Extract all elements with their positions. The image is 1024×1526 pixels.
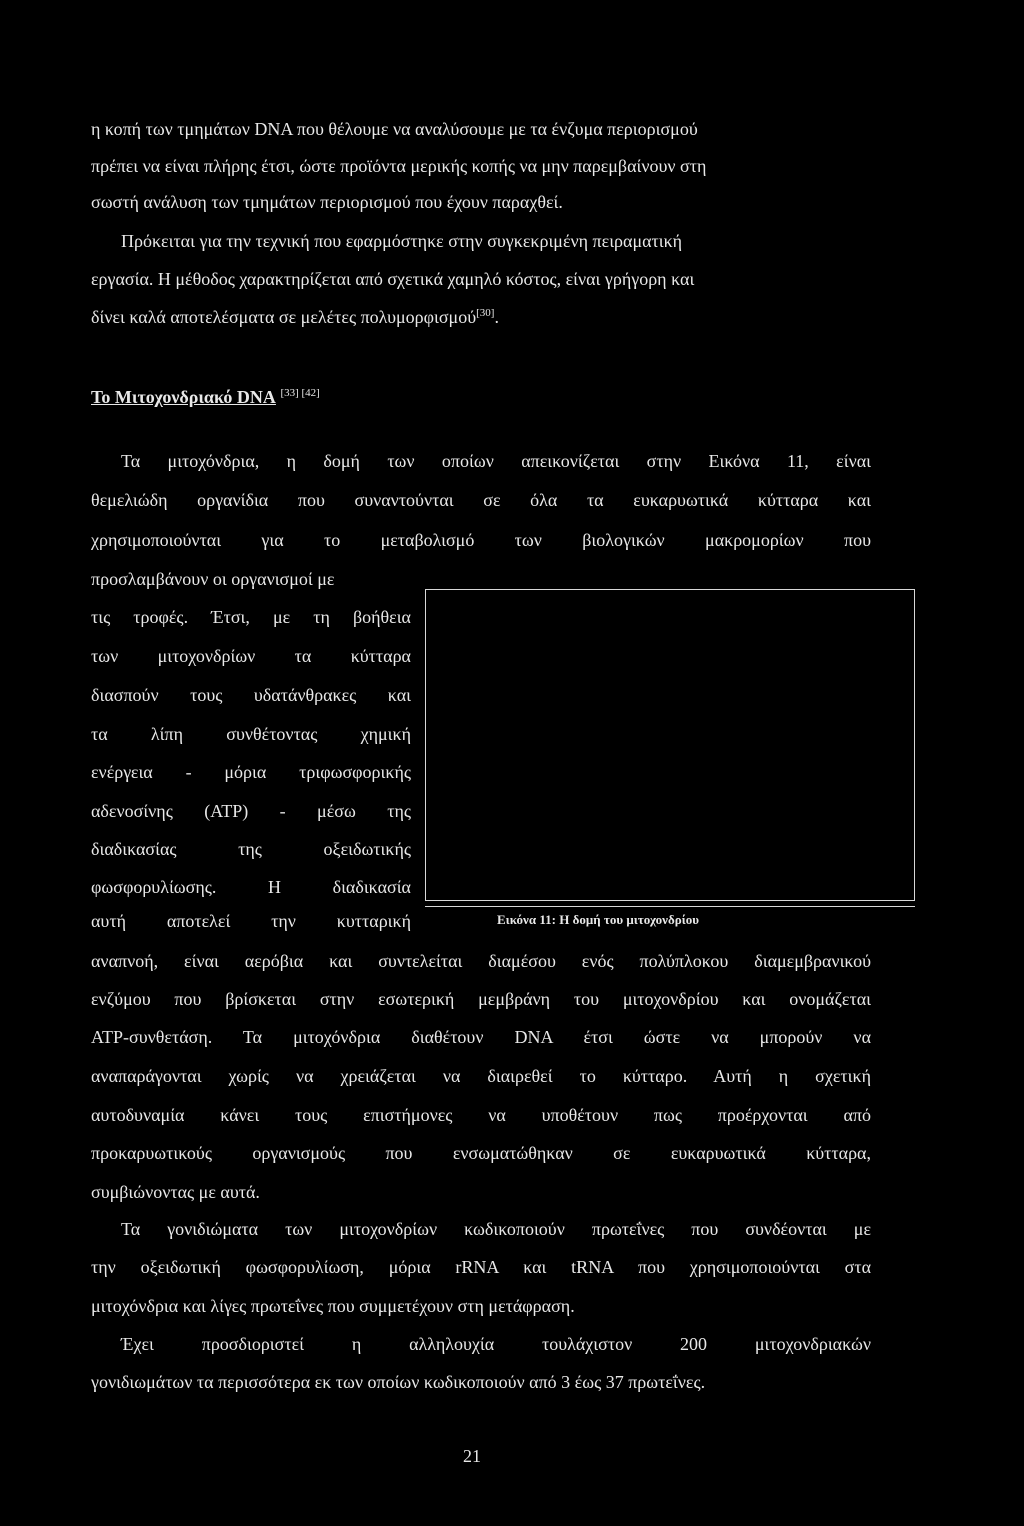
- text-line: προσλαμβάνουν οι οργανισμοί με: [91, 569, 335, 589]
- text-line: μιτοχόνδρια και λίγες πρωτεΐνες που συμμετέχουν στη μετάφραση.: [91, 1296, 575, 1316]
- text-line: ενέργεια - μόρια τριφωσφορικής: [91, 762, 411, 782]
- text-line: χρησιμοποιούνται για το μεταβολισμό των βιολογικών μακρομορίων που: [91, 530, 871, 550]
- text-line: Τα γονιδιώματα των μιτοχονδρίων κωδικοποιούν πρωτεΐνες που συνδέονται με: [121, 1219, 871, 1239]
- text-line: θεμελιώδη οργανίδια που συναντούνται σε όλα τα ευκαρυωτικά κύτταρα και: [91, 490, 871, 510]
- citation-ref: [33] [42]: [280, 387, 320, 399]
- figure-caption: Εικόνα 11: Η δομή του μιτοχονδρίου: [497, 912, 699, 927]
- text-line: αδενοσίνης (ΑΤΡ) - μέσω της: [91, 801, 411, 821]
- text-line: αναπαράγονται χωρίς να χρειάζεται να διαιρεθεί το κύτταρο. Αυτή η σχετική: [91, 1066, 871, 1086]
- page-number: 21: [463, 1446, 481, 1466]
- text-line: τις τροφές. Έτσι, με τη βοήθεια: [91, 607, 411, 627]
- text-line: την οξειδωτική φωσφορυλίωση, μόρια rRNA και tRNA που χρησιμοποιούνται στα: [91, 1257, 871, 1277]
- text-line: γονιδιωμάτων τα περισσότερα εκ των οποίων κωδικοποιούν από 3 έως 37 πρωτεΐνες.: [91, 1372, 706, 1392]
- text-line: Πρόκειται για την τεχνική που εφαρμόστηκε στην συγκεκριμένη πειραματική: [121, 231, 683, 251]
- text-line: ΑΤΡ-συνθετάση. Τα μιτοχόνδρια διαθέτουν DNA έτσι ώστε να μπορούν να: [91, 1027, 871, 1047]
- text-line: τα λίπη συνθέτοντας χημική: [91, 724, 411, 744]
- text-line: εργασία. Η μέθοδος χαρακτηρίζεται από σχετικά χαμηλό κόστος, είναι γρήγορη και: [91, 269, 695, 289]
- figure-image-frame: [425, 589, 915, 901]
- text-line: φωσφορυλίωσης. Η διαδικασία: [91, 877, 411, 897]
- text-line: συμβιώνοντας με αυτά.: [91, 1182, 260, 1202]
- figure-divider: [425, 906, 915, 907]
- text-line: Έχει προσδιοριστεί η αλληλουχία τουλάχιστον 200 μιτοχονδριακών: [121, 1334, 871, 1354]
- text-line: διασπούν τους υδατάνθρακες και: [91, 685, 411, 705]
- text-span: .: [494, 307, 499, 327]
- text-line: ενζύμου που βρίσκεται στην εσωτερική μεμβράνη του μιτοχονδρίου και ονομάζεται: [91, 989, 871, 1009]
- text-line: προκαρυωτικούς οργανισμούς που ενσωματώθηκαν σε ευκαρυωτικά κύτταρα,: [91, 1143, 871, 1163]
- text-line: διαδικασίας της οξειδωτικής: [91, 839, 411, 859]
- text-line: [91, 306, 499, 328]
- text-line: πρέπει να είναι πλήρης έτσι, ώστε προϊόντα μερικής κοπής να μην παρεμβαίνουν στη: [91, 156, 707, 176]
- section-heading: [91, 386, 320, 408]
- text-span: δίνει καλά αποτελέσματα σε μελέτες πολυμορφισμού: [91, 307, 477, 327]
- text-line: Τα μιτοχόνδρια, η δομή των οποίων απεικονίζεται στην Εικόνα 11, είναι: [121, 451, 871, 471]
- text-line: αναπνοή, είναι αερόβια και συντελείται διαμέσου ενός πολύπλοκου διαμεμβρανικού: [91, 951, 871, 971]
- text-line: η κοπή των τμημάτων DNA που θέλουμε να αναλύσουμε με τα ένζυμα περιορισμού: [91, 119, 698, 139]
- text-line: των μιτοχονδρίων τα κύτταρα: [91, 646, 411, 666]
- text-line: αυτή αποτελεί την κυτταρική: [91, 911, 411, 931]
- section-heading-text: Το Μιτοχονδριακό DNA: [91, 387, 276, 407]
- text-line: σωστή ανάλυση των τμημάτων περιορισμού που έχουν παραχθεί.: [91, 192, 563, 212]
- text-line: αυτοδυναμία κάνει τους επιστήμονες να υποθέτουν πως προέρχονται από: [91, 1105, 871, 1125]
- citation-ref: [30]: [476, 307, 495, 319]
